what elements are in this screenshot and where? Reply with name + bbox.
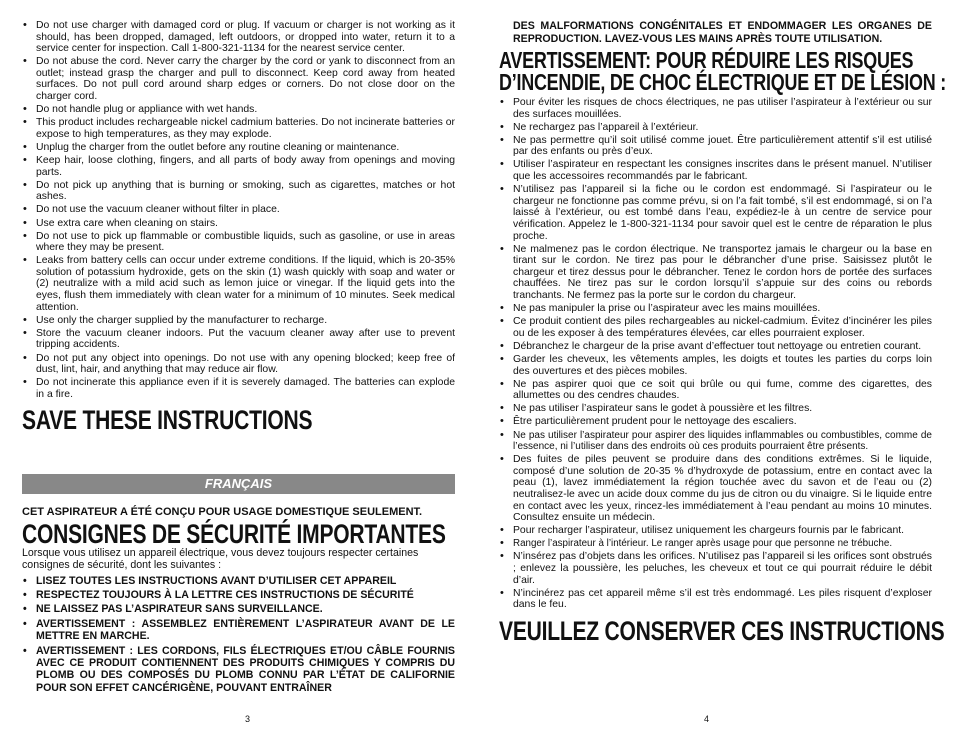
consignes-heading: CONSIGNES DE SÉCURITÉ IMPORTANTES [22, 519, 446, 550]
list-item: • Keep hair, loose clothing, fingers, and all parts of body away from openings and moving parts. [22, 155, 455, 178]
warning-heading-line-1: AVERTISSEMENT: POUR RÉDUIRE LES RISQUES [499, 47, 914, 73]
list-item: • N’utilisez pas l’appareil si la fiche ou le cordon est endommagé. Si l’aspirateur ou le chargeur ne fonctionne pas comme prévu, si on l’a fait tombé, s’il est endommagé, si on l’a laissé à l’extérieur, ou est tombé dans l’eau, expédiez-le à un centre de service pour vérification. Appelez le 1-800-321-1134 pour savoir quel est le centre de réparation le plus proche. [499, 184, 932, 242]
french-safety-list [499, 97, 932, 611]
warning-heading [499, 47, 946, 95]
list-item: • Use only the charger supplied by the manufacturer to recharge. [22, 315, 455, 327]
save-instructions-heading: SAVE THESE INSTRUCTIONS [22, 405, 313, 436]
list-item: • Leaks from battery cells can occur under extreme conditions. If the liquid, which is 20-35% solution of potassium hydroxide, gets on the skin (1) wash quickly with soap and water or (2) neutralize with a mild acid such as lemon juice or vinegar. If the liquid gets into the eyes, flush them immediately with clean water for a minimum of 10 minutes. Seek medical attention. [22, 255, 455, 313]
list-item: • LISEZ TOUTES LES INSTRUCTIONS AVANT D’UTILISER CET APPAREIL [22, 575, 455, 587]
list-item: • AVERTISSEMENT : LES CORDONS, FILS ÉLECTRIQUES ET/OU CÂBLE FOURNIS AVEC CE PRODUIT CONTIENNENT DES PRODUITS CHIMIQUES Y COMPRIS DU PLOMB OU DES COMPOSÉS DU PLOMB CONNU PAR L’ÉTAT DE CALIFORNIE POUR SON EFFET CANCÉRIGÈNE, POUVANT ENTRAÎNER [22, 645, 455, 695]
page-number: 4 [704, 714, 710, 724]
list-item: • Ne malmenez pas le cordon électrique. Ne transportez jamais le chargeur ou la base en tirant sur le cordon. Ne tirez pas pour le débrancher d’une prise. Saisissez plutôt le chargeur et tirez dessus pour le débrancher. Tenez le cordon hors de portée des surfaces chauffées. Ne tirez pas sur le cordon lorsqu’il s’appuie sur des coins ou rebords tranchants. Ne fermez pas la porte sur le cordon du chargeur. [499, 244, 932, 302]
warning-heading-line-2: D’INCENDIE, DE CHOC ÉLECTRIQUE ET DE LÉSION : [499, 69, 946, 95]
list-item: • Pour recharger l’aspirateur, utilisez uniquement les chargeurs fournis par le fabricant. [499, 525, 932, 537]
francais-section-bar: FRANÇAIS [22, 474, 455, 494]
list-item: • Ne rechargez pas l’appareil à l’extérieur. [499, 122, 932, 134]
list-item: • Être particulièrement prudent pour le nettoyage des escaliers. [499, 416, 932, 428]
list-item: • Ce produit contient des piles rechargeables au nickel-cadmium. Évitez d’incinérer les piles ou de les exposer à des températures élevées, car elles pourraient exploser. [499, 316, 932, 339]
list-item: • Do not abuse the cord. Never carry the charger by the cord or yank to disconnect from an outlet; instead grasp the charger and pull to disconnect. Keep cord away from heated surfaces. Do not pull cord around sharp edges or corners. Do not close door on the charger cord. [22, 56, 455, 102]
list-item: • RESPECTEZ TOUJOURS À LA LETTRE CES INSTRUCTIONS DE SÉCURITÉ [22, 589, 455, 601]
list-item: • Do not use to pick up flammable or combustible liquids, such as gasoline, or use in areas where they may be present. [22, 231, 455, 254]
list-item: • Unplug the charger from the outlet before any routine cleaning or maintenance. [22, 142, 455, 154]
list-item: • Ranger l’aspirateur à l’intérieur. Le ranger après usage pour que personne ne trébuche. [499, 538, 932, 550]
list-item: • Ne pas permettre qu’il soit utilisé comme jouet. Être particulièrement attentif s’il est utilisé par des enfants ou près d’eux. [499, 135, 932, 158]
continued-warning-text: DES MALFORMATIONS CONGÉNITALES ET ENDOMMAGER LES ORGANES DE REPRODUCTION. LAVEZ-VOUS LES MAINS APRÈS TOUTE UTILISATION. [513, 20, 932, 45]
list-item: • Do not pick up anything that is burning or smoking, such as cigarettes, matches or hot ashes. [22, 180, 455, 203]
list-item: • Garder les cheveux, les vêtements amples, les doigts et toutes les parties du corps loin des ouvertures et des pièces mobiles. [499, 354, 932, 377]
list-item: • This product includes rechargeable nickel cadmium batteries. Do not incinerate batteries or expose to high temperatures, as they may explode. [22, 117, 455, 140]
list-item: • Do not put any object into openings. Do not use with any opening blocked; keep free of dust, lint, hair, and anything that may reduce air flow. [22, 353, 455, 376]
page-number: 3 [245, 714, 251, 724]
list-item: • NE LAISSEZ PAS L’ASPIRATEUR SANS SURVEILLANCE. [22, 603, 455, 615]
list-item: • N’insérez pas d’objets dans les orifices. N’utilisez pas l’appareil si les orifices sont obstrués ; enlevez la poussière, les peluches, les cheveux et tout ce qui pourrait réduire le débit d’air. [499, 551, 932, 586]
list-item: • Ne pas utiliser l’aspirateur sans le godet à poussière et les filtres. [499, 403, 932, 415]
list-item: • Ne pas utiliser l’aspirateur pour aspirer des liquides inflammables ou combustibles, comme de l’essence, ni l’utiliser dans des endroits où ces produits pourraient être présents. [499, 430, 932, 453]
list-item: • Des fuites de piles peuvent se produire dans des conditions extrêmes. Si le liquide, composé d’une solution de 20-35 % d’hydroxyde de potassium, entre en contact avec la peau (1), lavez immédiatement la région touchée avec du savon et de l’eau ou (2) neutralisez-le avec un acide doux comme du jus de citron ou du vinaigre. Si le liquide entre en contact avec les yeux, rincez-les immédiatement à l’eau pendant au moins 10 minutes. Consultez ensuite un médecin. [499, 454, 932, 524]
list-item: • Do not use the vacuum cleaner without filter in place. [22, 204, 455, 216]
list-item: • Ne pas aspirer quoi que ce soit qui brûle ou qui fume, comme des cigarettes, des allumettes ou des cendres chaudes. [499, 379, 932, 402]
list-item: • Utiliser l’aspirateur en respectant les consignes inscrites dans le présent manuel. N’utiliser que les accessoires recommandés par le fabricant. [499, 159, 932, 182]
list-item: • AVERTISSEMENT : ASSEMBLEZ ENTIÈREMENT L’ASPIRATEUR AVANT DE LE METTRE EN MARCHE. [22, 618, 455, 643]
veuillez-conserver-heading: VEUILLEZ CONSERVER CES INSTRUCTIONS [499, 615, 945, 646]
list-item: • Do not incinerate this appliance even if it is severely damaged. The batteries can explode in a fire. [22, 377, 455, 400]
list-item: • Use extra care when cleaning on stairs. [22, 218, 455, 230]
list-item: • Do not use charger with damaged cord or plug. If vacuum or charger is not working as it should, has been dropped, damaged, left outdoors, or dropped into water, return it to a service center for inspection. Call 1-800-321-1134 for the nearest service center. [22, 20, 455, 55]
intro-paragraph: Lorsque vous utilisez un appareil électrique, vous devez toujours respecter certaines consignes de sécurité, dont les suivantes : [22, 547, 419, 571]
list-item: • Ne pas manipuler la prise ou l’aspirateur avec les mains mouillées. [499, 303, 932, 315]
list-item: • Do not handle plug or appliance with wet hands. [22, 104, 455, 116]
english-safety-list [22, 20, 455, 400]
right-page [477, 0, 954, 738]
list-item: • Pour éviter les risques de chocs électriques, ne pas utiliser l’aspirateur à l’extérieur ou sur des surfaces mouillées. [499, 97, 932, 120]
household-use-notice: CET ASPIRATEUR A ÉTÉ CONÇU POUR USAGE DOMESTIQUE SEULEMENT. [22, 506, 423, 519]
list-item: • Débranchez le chargeur de la prise avant d’effectuer tout nettoyage ou entretien courant. [499, 341, 932, 353]
list-item: • N’incinérez pas cet appareil même s’il est très endommagé. Les piles risquent d’exploser dans le feu. [499, 588, 932, 611]
list-item: • Store the vacuum cleaner indoors. Put the vacuum cleaner away after use to prevent tripping accidents. [22, 328, 455, 351]
french-bold-list [22, 575, 455, 695]
